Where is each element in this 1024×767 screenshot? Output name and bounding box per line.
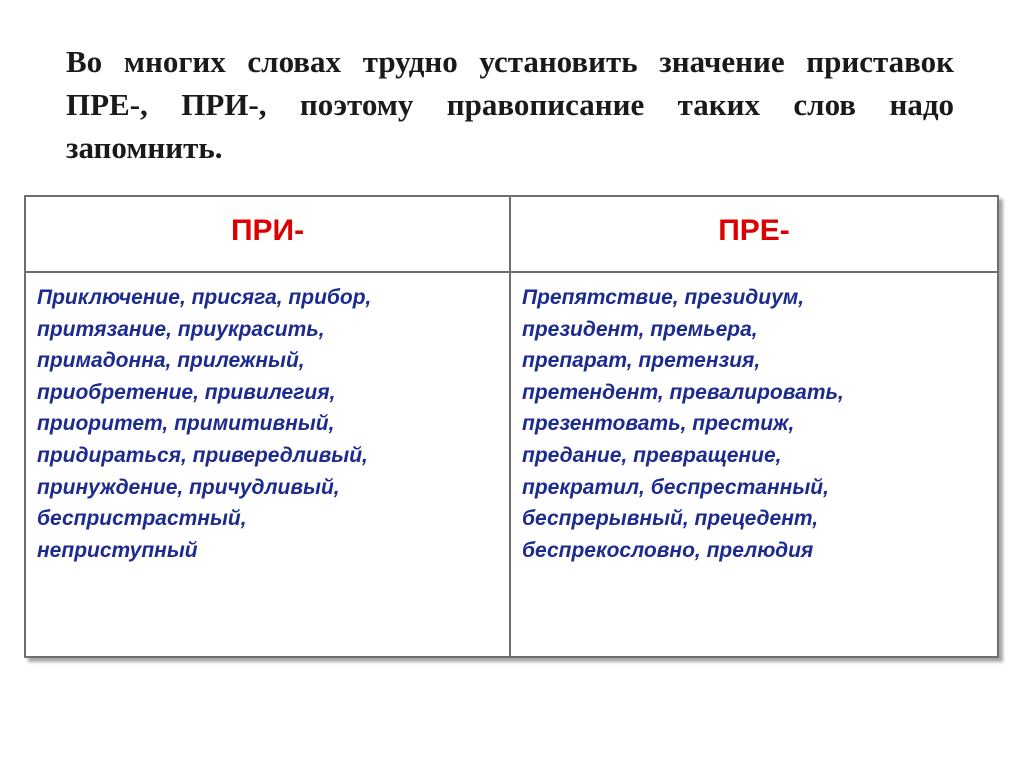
list-item: препарат, претензия,	[522, 349, 761, 373]
list-item: принуждение, причудливый,	[37, 475, 340, 499]
pre-words-cell	[510, 272, 998, 657]
list-item: притязание, приукрасить,	[37, 317, 325, 341]
list-item: Приключение, присяга, прибор,	[37, 286, 372, 309]
list-item: примадонна, прилежный,	[37, 349, 305, 373]
table-header-row	[25, 196, 998, 272]
list-item: неприступный	[37, 538, 198, 562]
list-item: презентовать, престиж,	[522, 412, 795, 436]
list-item: прекратил, беспрестанный,	[522, 475, 829, 499]
list-item: приоритет, примитивный,	[37, 412, 335, 436]
list-item: предание, превращение,	[522, 443, 782, 467]
header-pri: ПРИ-	[25, 196, 510, 272]
prefix-table	[24, 195, 999, 658]
table-row	[25, 272, 998, 657]
list-item: президент, премьера,	[522, 317, 758, 341]
list-item: Препятствие, президиум,	[522, 286, 805, 309]
pre-word-list	[522, 282, 989, 566]
list-item: приобретение, привилегия,	[37, 380, 336, 404]
pri-words-cell	[25, 272, 510, 657]
list-item: претендент, превалировать,	[522, 380, 844, 404]
list-item: беспрерывный, прецедент,	[522, 507, 819, 531]
list-item: придираться, привередливый,	[37, 443, 368, 467]
intro-text: Во многих словах трудно установить значение приставок ПРЕ-, ПРИ-, поэтому правописание таких слов надо запомнить.	[66, 44, 954, 165]
header-pre: ПРЕ-	[510, 196, 998, 272]
list-item: беспрекословно, прелюдия	[522, 538, 814, 562]
pri-word-list	[37, 282, 501, 566]
list-item: беспристрастный,	[37, 507, 247, 531]
